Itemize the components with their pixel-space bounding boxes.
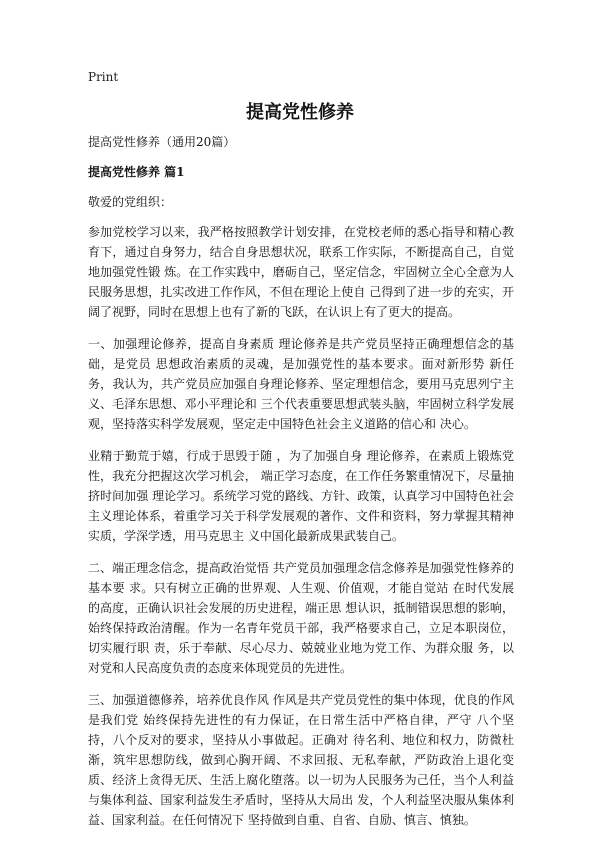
greeting: 敬爱的党组织： [88, 195, 173, 209]
paragraph-intro: 参加党校学习以来，我严格按照教学计划安排，在党校老师的悉心指导和精心教育下，通过自身努力，结合自身思想状况，联系工作实际，不断提高自己，自觉地加强党性锻 炼。在工作实践中，磨砺自己，坚定信念，牢固树立全心全意为人民服务思想，扎实改进工作作风，不但在理论上使自 己得到了进一步的充实，开阔了视野，同时在思想上也有了新的飞跃，在认识上有了更大的提高。 [88, 225, 514, 319]
paragraph-belief: 二、端正理念信念，提高政治觉悟 共产党员加强理念信念修养是加强党性修养的基本要 求。只有树立正确的世界观、人生观、价值观，才能自觉站 在时代发展的高度，正确认识社会发展的历史进程，端正思 想认识，抵制错误思想的影响，始终保持政治清醒。作为一名青年党员干部，我严格要求自己，立足本职岗位，切实履行职 责，乐于奉献、尽心尽力、兢兢业业地为党工作、为群众服 务，以对党和人民高度负责的态度来体现党员的先进性。 [88, 561, 514, 675]
paragraph-study: 业精于勤荒于嬉，行成于思毁于随 ，为了加强自身 理论修养，在素质上锻炼党性，我充分把握这次学习机会， 端正学习态度，在工作任务繁重情况下，尽量抽挤时间加强 理论学习。系统学习党的路线、方针、政策，认真学习中国特色社会主义理论体系，着重学习关于科学发展观的著作、文件和资料，努力掌握其精神实质，学深学透，用马克思主 义中国化最新成果武装自己。 [88, 449, 514, 543]
document-title: 提高党性修养 [246, 102, 354, 123]
print-label: Print [88, 70, 119, 84]
document-body [88, 132, 514, 842]
document-subtitle: 提高党性修养（通用20篇） [88, 135, 236, 149]
section-heading: 提高党性修养 篇1 [88, 165, 185, 179]
paragraph-theory: 一、加强理论修养，提高自身素质 理论修养是共产党员坚持正确理想信念的基础，是党员 思想政治素质的灵魂，是加强党性的基本要求。面对新形势 新任务，我认为，共产党员应加强自身理论修养、坚定理想信念，要用马克思列宁主义、毛泽东思想、邓小平理论和 三个代表重要思想武装头脑，牢固树立科学发展观，坚持落实科学发展观，坚定走中国特色社会主义道路的信心和 决心。 [88, 337, 514, 431]
paragraph-morality: 三、加强道德修养，培养优良作风 作风是共产党员党性的集中体现，优良的作风是我们党 始终保持先进性的有力保证，在日常生活中严格自律，严守 八个坚持，八个反对的要求，坚持从小事做起。正确对 待名利、地位和权力，防微杜渐，筑牢思想防线，做到心胸开阔、不求回报、无私奉献，严防政治上退化变质、经济上贪得无厌、生活上腐化堕落。以一切为人民服务为己任，当个人利益与集体利益、国家利益发生矛盾时，坚持从大局出 发，个人利益坚决服从集体利益、国家利益。在任何情况下 坚持做到自重、自省、自励、慎言、慎独。 [88, 693, 514, 827]
